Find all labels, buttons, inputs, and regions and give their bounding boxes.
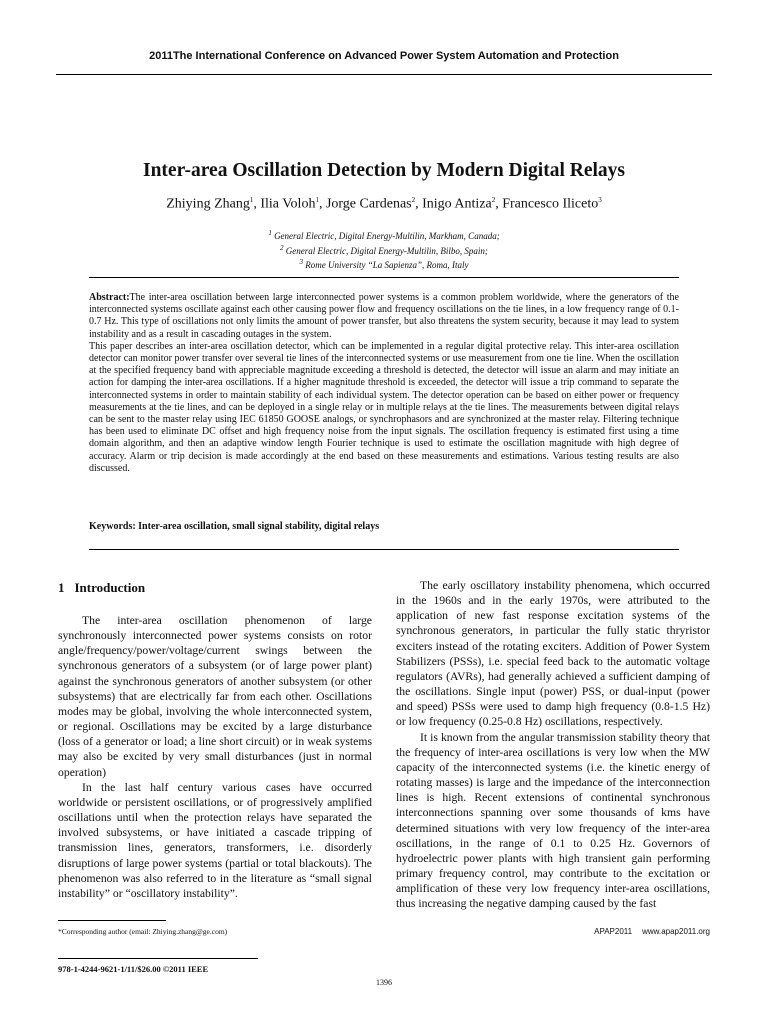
affiliation-line <box>56 228 712 243</box>
ieee-copyright: 978-1-4244-9621-1/11/$26.00 ©2011 IEEE <box>58 964 209 974</box>
conference-header: 2011The International Conference on Advanced Power System Automation and Protection <box>149 50 619 62</box>
abstract-top-rule <box>89 277 679 278</box>
affiliation-line <box>56 243 712 258</box>
affiliation-list <box>56 228 712 272</box>
paper-title: Inter-area Oscillation Detection by Modern Digital Relays <box>142 160 625 181</box>
author-name: Francesco Iliceto <box>502 196 599 212</box>
body-paragraph: In the last half century various cases have occurred worldwide or persistent oscillations, or of progressively amplified oscillations until when the protection relays have separated the involved subsystems, or have initiated a cascade tripping of transmission lines, generators, transformers, i.e. disorderly disruptions of large power systems (partial or total blackouts). The phenomenon was also referred to in the literature as “small signal instability” or “oscillatory instability”. <box>58 780 372 900</box>
conference-url: www.apap2011.org <box>642 927 710 936</box>
affiliation-text: Rome University “La Sapienza”, Roma, Italy <box>305 260 469 270</box>
page-number: 1396 <box>376 978 392 987</box>
author-affiliation-mark: 1 <box>315 196 319 204</box>
author-name: Jorge Cardenas <box>325 196 412 212</box>
author-affiliation-mark: 2 <box>411 196 416 204</box>
abstract-label: Abstract: <box>89 292 130 303</box>
author-affiliation-mark: 1 <box>249 196 254 204</box>
left-column <box>58 613 372 901</box>
section-number: 1 <box>58 580 65 595</box>
corresponding-author-footnote: *Corresponding author (email: Zhiying.zhang@ge.com) <box>58 927 228 936</box>
body-paragraph: The early oscillatory instability phenomena, which occurred in the 1960s and in the early 1970s, were attributed to the application of new fast response excitation systems of the synchronous generators, in particular the fully static thryristor exciters instead of the rotating exciters. Addition of Power System Stabilizers (PSSs), i.e. special feed back to the automatic voltage regulators (AVRs), had generally achieved a sufficient damping of the oscillations. Single input (power) PSS, or dual-input (power and speed) PSSs were used to damp high frequency (0.8-1.5 Hz) or low frequency (0.25-0.8 Hz) oscillations, respectively. <box>396 579 710 729</box>
section-title: Introduction <box>74 580 146 595</box>
abstract <box>89 292 679 475</box>
author-list: Zhiying Zhang$^1$, Ilia Voloh$^1$, Jorge Cardenas$^2$, Inigo Antiza$^2$, Francesco Iliceto$^3$ <box>166 196 602 212</box>
affiliation-line <box>56 257 712 272</box>
header-rule <box>56 74 712 75</box>
author-affiliation-mark: 2 <box>491 196 496 204</box>
author-name: Inigo Antiza <box>422 196 492 212</box>
author-affiliation-mark: 3 <box>598 196 602 204</box>
body-paragraph: The inter-area oscillation phenomenon of large synchronously interconnected power systems consists on rotor angle/frequency/power/voltage/current swings between the synchronous generators of a subsystem (or of large power plant) against the synchronous generators of another subsystem (or other subsystems) that are electrically far from each other. Oscillations modes may be global, involving the whole interconnected system, or regional. Oscillations may be excited by a large disturbance (loss of a generator or load; a line short circuit) or in weak systems may also be excited by very small disturbances (just in normal operation) <box>58 614 372 779</box>
author-name: Zhiying Zhang <box>166 196 250 212</box>
abstract-paragraph <box>89 292 679 341</box>
footnote-rule <box>58 920 166 921</box>
keywords: Keywords: Inter-area oscillation, small signal stability, digital relays <box>89 521 380 532</box>
conference-footer <box>560 927 710 936</box>
author-name: Ilia Voloh <box>260 196 316 212</box>
section-heading <box>58 580 145 596</box>
conference-short-name: APAP2011 <box>594 927 633 936</box>
body-paragraph: It is known from the angular transmission stability theory that the frequency of inter-area oscillations is very low when the MW capacity of the interconnected systems (i.e. the kinetic energy of rotating masses) is large and the impedance of the interconnection lines is high. Recent extensions of continental synchronous interconnections spanning over some thousands of kms have determined situations with very low frequency of the inter-area oscillations, in the range of 0.1 to 0.25 Hz. Governors of hydroelectric power plants with high transient gain performing primary frequency control, may contribute to the excitation or amplification of these very low frequency inter-area oscillations, thus increasing the negative damping caused by the fast <box>396 730 710 911</box>
ieee-rule <box>58 958 258 959</box>
affiliation-text: General Electric, Digital Energy-Multilin, Bilbo, Spain; <box>285 245 488 256</box>
affiliation-number: 1 <box>268 229 272 237</box>
right-column <box>396 578 710 911</box>
affiliation-text: General Electric, Digital Energy-Multilin, Markham, Canada; <box>274 231 500 241</box>
affiliation-number: 2 <box>280 243 284 252</box>
abstract-paragraph: This paper describes an inter-area oscillation detector, which can be implemented in a regular digital protective relay. This inter-area oscillation detector can monitor power transfer over several tie lines of the interconnected systems or use measurement from one tie line. When the oscillation at the specified frequency band with appreciable magnitude exceeding a threshold is detected, the detector will issue an alarm and may initiate an action for damping the inter-area oscillations. If a higher magnitude threshold is exceeded, the detector will issue a trip command to separate the interconnected systems in order to maintain stability of each individual system. The detector operation can be based on either power or frequency measurements at the tie lines, and can be deployed in a single relay or in multiple relays at the tie lines. The measurements between digital relays can be sent to the master relay using IEC 61850 GOOSE analogs, or synchrophasors and are synchronized at the master relay. Filtering technique has been used to eliminate DC offset and high frequency noise from the input signals. The oscillation frequency is estimated first using a time domain algorithm, and then an adaptive window length Fourier technique is used to estimate the oscillation magnitude with high degree of accuracy. Alarm or trip decision is made accordingly at the end based on these measurements and estimations. Various testing results are also discussed. <box>89 340 679 474</box>
abstract-text: The inter-area oscillation between large interconnected power systems is a common problem worldwide, where the generators of the interconnected systems oscillate against each other causing power flow and frequency oscillations on the tie lines, in a low frequency range of 0.1-0.7 Hz. This type of oscillations not only limits the amount of power transfer, but also threatens the system security, because it may lead to system instability and as a result in cascading outages in the system. <box>89 292 679 340</box>
abstract-bottom-rule <box>89 549 679 550</box>
affiliation-number: 3 <box>299 258 303 266</box>
